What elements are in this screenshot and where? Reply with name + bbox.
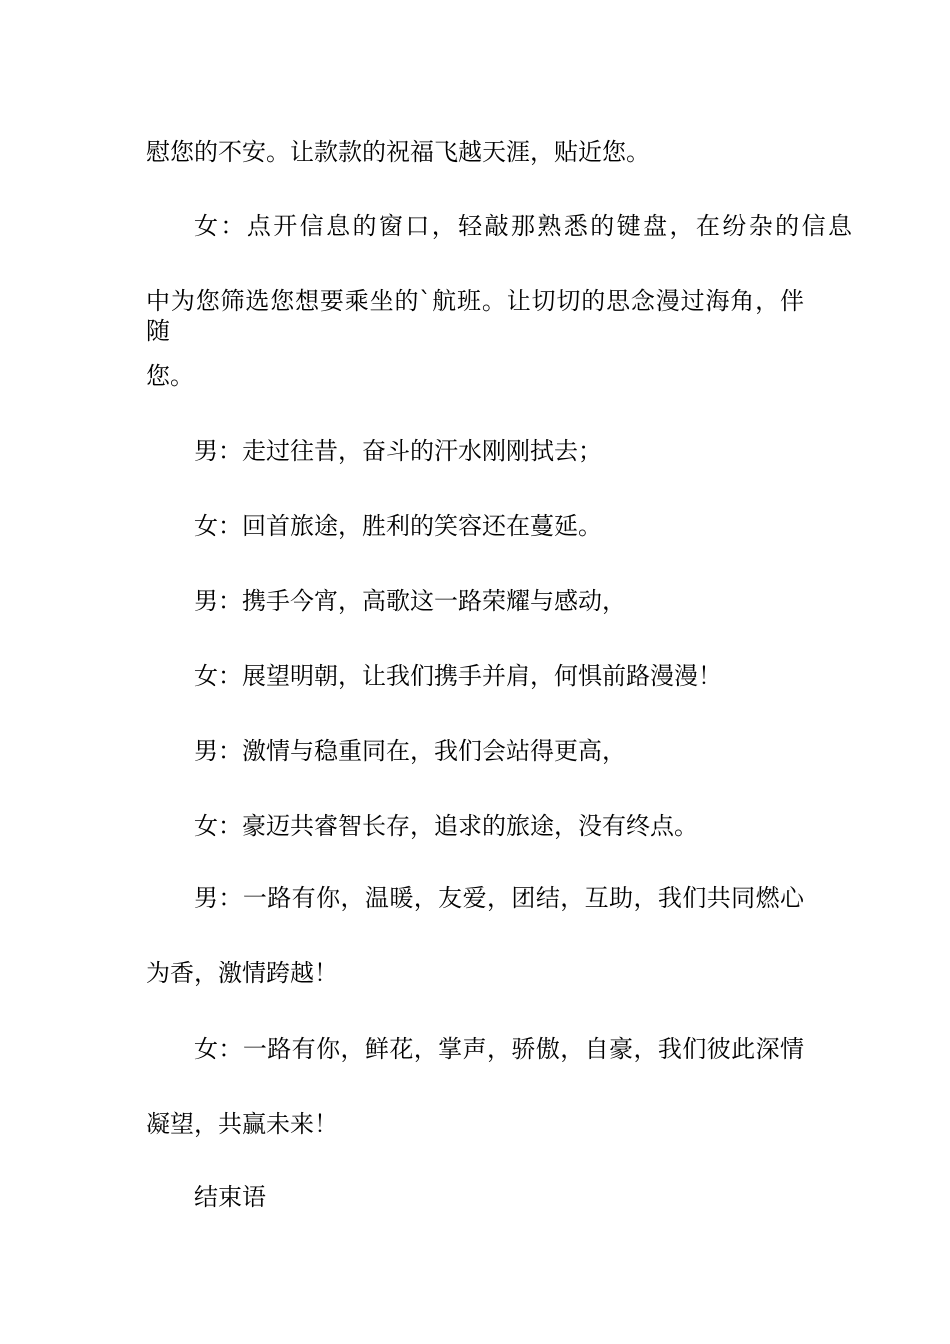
paragraph-line: 您。 bbox=[146, 362, 194, 390]
paragraph-line-text: 女：点开信息的窗口，轻敲那熟悉的键盘，在纷杂的信息 bbox=[194, 212, 852, 240]
paragraph-line: 女：豪迈共睿智长存，追求的旅途，没有终点。 bbox=[194, 812, 698, 840]
paragraph-line bbox=[0, 1034, 950, 1064]
paragraph-line bbox=[0, 883, 950, 913]
paragraph-line: 女：回首旅途，胜利的笑容还在蔓延。 bbox=[194, 512, 602, 540]
paragraph-line-text: 男：一路有你，温暖，友爱，团结，互助，我们共同燃心 bbox=[194, 884, 804, 912]
paragraph-line-text: 女：一路有你，鲜花，掌声，骄傲，自豪，我们彼此深情 bbox=[194, 1035, 804, 1063]
paragraph-line: 为香，激情跨越！ bbox=[146, 959, 338, 987]
paragraph-line: 女：展望明朝，让我们携手并肩，何惧前路漫漫！ bbox=[194, 662, 722, 690]
paragraph-line: 凝望，共赢未来！ bbox=[146, 1110, 338, 1138]
section-heading: 结束语 bbox=[194, 1183, 266, 1211]
paragraph-line: 慰您的不安。让款款的祝福飞越天涯，贴近您。 bbox=[146, 138, 650, 166]
paragraph-line bbox=[0, 211, 950, 241]
paragraph-line: 男：走过往昔，奋斗的汗水刚刚拭去； bbox=[194, 437, 602, 465]
paragraph-line bbox=[0, 286, 950, 346]
paragraph-line-text: 中为您筛选您想要乘坐的`航班。让切切的思念漫过海角，伴随 bbox=[146, 287, 804, 345]
paragraph-line: 男：携手今宵，高歌这一路荣耀与感动， bbox=[194, 587, 626, 615]
paragraph-line: 男：激情与稳重同在，我们会站得更高， bbox=[194, 737, 626, 765]
